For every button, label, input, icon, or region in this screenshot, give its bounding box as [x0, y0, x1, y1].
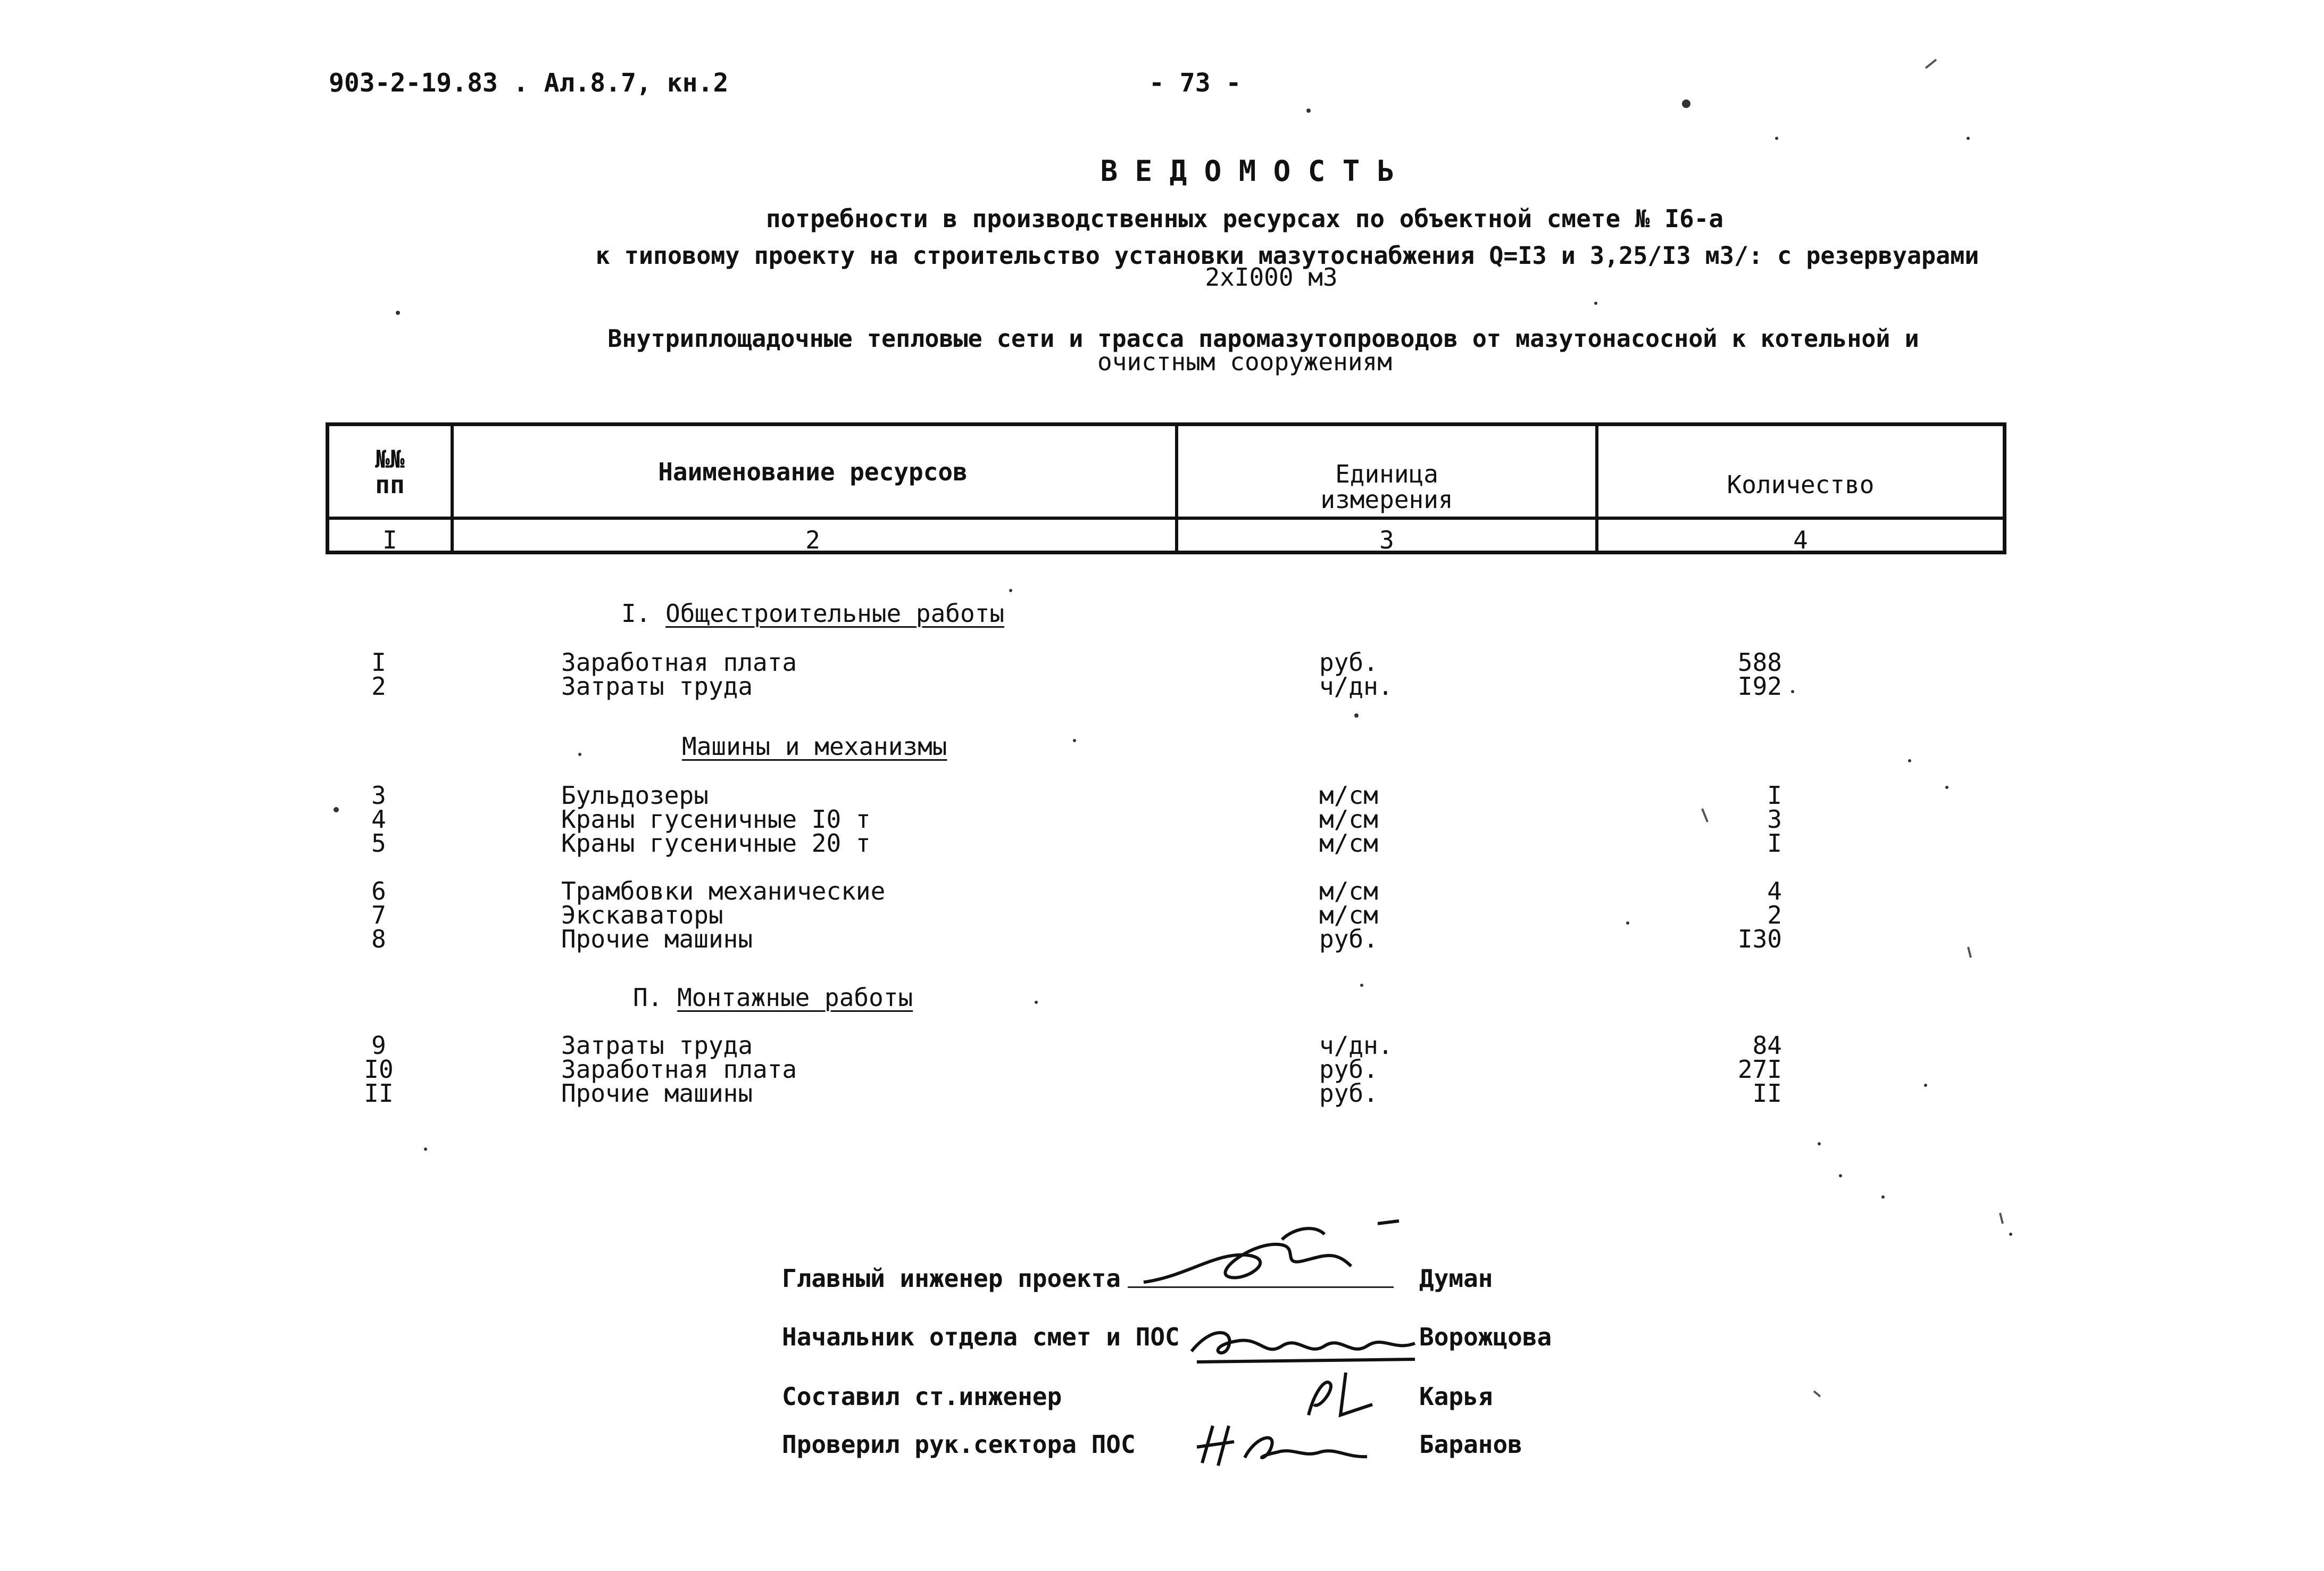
resource-quantity: 84 [1752, 1031, 1782, 1060]
document-code: 903-2-19.83 . Ал.8.7, кн.2 [329, 68, 729, 98]
row-number: I [371, 648, 386, 677]
resource-unit: м/см [1319, 781, 1378, 810]
resource-name: Прочие машины [561, 925, 753, 953]
title-line-3: 2хI000 м3 [1205, 263, 1338, 292]
row-number: I0 [364, 1055, 394, 1084]
resource-name: Прочие машины [561, 1079, 753, 1108]
signature-name-vorozhtsova: Ворожцова [1419, 1323, 1552, 1351]
resource-unit: руб. [1319, 1055, 1378, 1084]
resource-quantity: I30 [1737, 925, 1782, 953]
row-number: 7 [371, 901, 386, 929]
col-number-header: №№ пп [375, 445, 405, 500]
col-index-4: 4 [1793, 526, 1808, 554]
resource-unit: ч/дн. [1319, 672, 1393, 701]
signature-name-baranov: Баранов [1419, 1430, 1522, 1459]
resource-quantity: 588 [1737, 648, 1782, 677]
resource-unit: руб. [1319, 648, 1378, 677]
col-index-3: 3 [1379, 526, 1394, 554]
resource-quantity: I [1767, 829, 1782, 858]
row-number: 3 [371, 781, 386, 810]
resource-name: Трамбовки механические [561, 877, 886, 905]
subtitle-line-2: очистным сооружениям [1097, 347, 1392, 376]
resource-unit: руб. [1319, 925, 1378, 953]
resource-unit: м/см [1319, 877, 1378, 905]
resource-quantity: 4 [1767, 877, 1782, 905]
row-number: 4 [371, 805, 386, 834]
resource-name: Бульдозеры [561, 781, 709, 810]
section-number-2: П. [633, 983, 663, 1012]
signature-name-karya: Карья [1419, 1382, 1493, 1411]
resource-quantity: 2 [1767, 901, 1782, 929]
title-line-2: к типовому проекту на строительство установки мазутоснабжения Q=I3 и 3,25/I3 м3/: с резервуарами [595, 242, 1979, 270]
resource-name: Затраты труда [561, 1031, 753, 1060]
col-index-2: 2 [805, 526, 820, 554]
resource-unit: м/см [1319, 829, 1378, 858]
col-qty-header: Количество [1727, 470, 1875, 499]
resource-name: Затраты труда [561, 672, 753, 701]
col-unit-header: Единица измерения [1320, 460, 1453, 514]
resource-quantity: 3 [1767, 805, 1782, 834]
resource-name: Заработная плата [561, 648, 797, 677]
resource-name: Краны гусеничные 20 т [561, 829, 871, 858]
subsection-heading-machines: Машины и механизмы [682, 732, 947, 761]
resource-quantity: II [1752, 1079, 1782, 1108]
signature-name-duman: Думан [1419, 1264, 1493, 1293]
col-name-header: Наименование ресурсов [658, 458, 968, 486]
row-number: 2 [371, 672, 386, 701]
resource-unit: м/см [1319, 901, 1378, 929]
section-title-2: Монтажные работы [677, 983, 913, 1012]
signature-role-head-of-department: Начальник отдела смет и ПОС [782, 1323, 1180, 1351]
signature-role-chief-engineer: Главный инженер проекта [782, 1264, 1121, 1293]
col-index-1: I [382, 526, 397, 554]
signature-role-checked-by: Проверил рук.сектора ПОС [782, 1430, 1136, 1459]
section-title-1: Общестроительные работы [665, 599, 1005, 628]
page-number: - 73 - [1149, 68, 1242, 98]
subtitle-line-1: Внутриплощадочные тепловые сети и трасса паромазутопроводов от мазутонасосной к котельной и [607, 325, 1919, 353]
title-line-1: потребности в производственных ресурсах по объектной смете № I6-а [765, 204, 1724, 233]
resource-quantity: I [1767, 781, 1782, 810]
resource-unit: м/см [1319, 805, 1378, 834]
row-number: II [364, 1079, 394, 1108]
row-number: 5 [371, 829, 386, 858]
resource-unit: ч/дн. [1319, 1031, 1393, 1060]
row-number: 8 [371, 925, 386, 953]
resource-name: Краны гусеничные I0 т [561, 805, 871, 834]
resource-quantity: I92 [1737, 672, 1782, 701]
section-number-1: I. [621, 599, 651, 628]
resource-name: Заработная плата [561, 1055, 797, 1084]
row-number: 9 [371, 1031, 386, 1060]
document-title: В Е Д О М О С Т Ь [1100, 154, 1395, 188]
resource-quantity: 27I [1737, 1055, 1782, 1084]
resource-unit: руб. [1319, 1079, 1378, 1108]
signature-role-compiled-by: Составил ст.инженер [782, 1382, 1062, 1411]
row-number: 6 [371, 877, 386, 905]
resource-name: Экскаваторы [561, 901, 723, 929]
